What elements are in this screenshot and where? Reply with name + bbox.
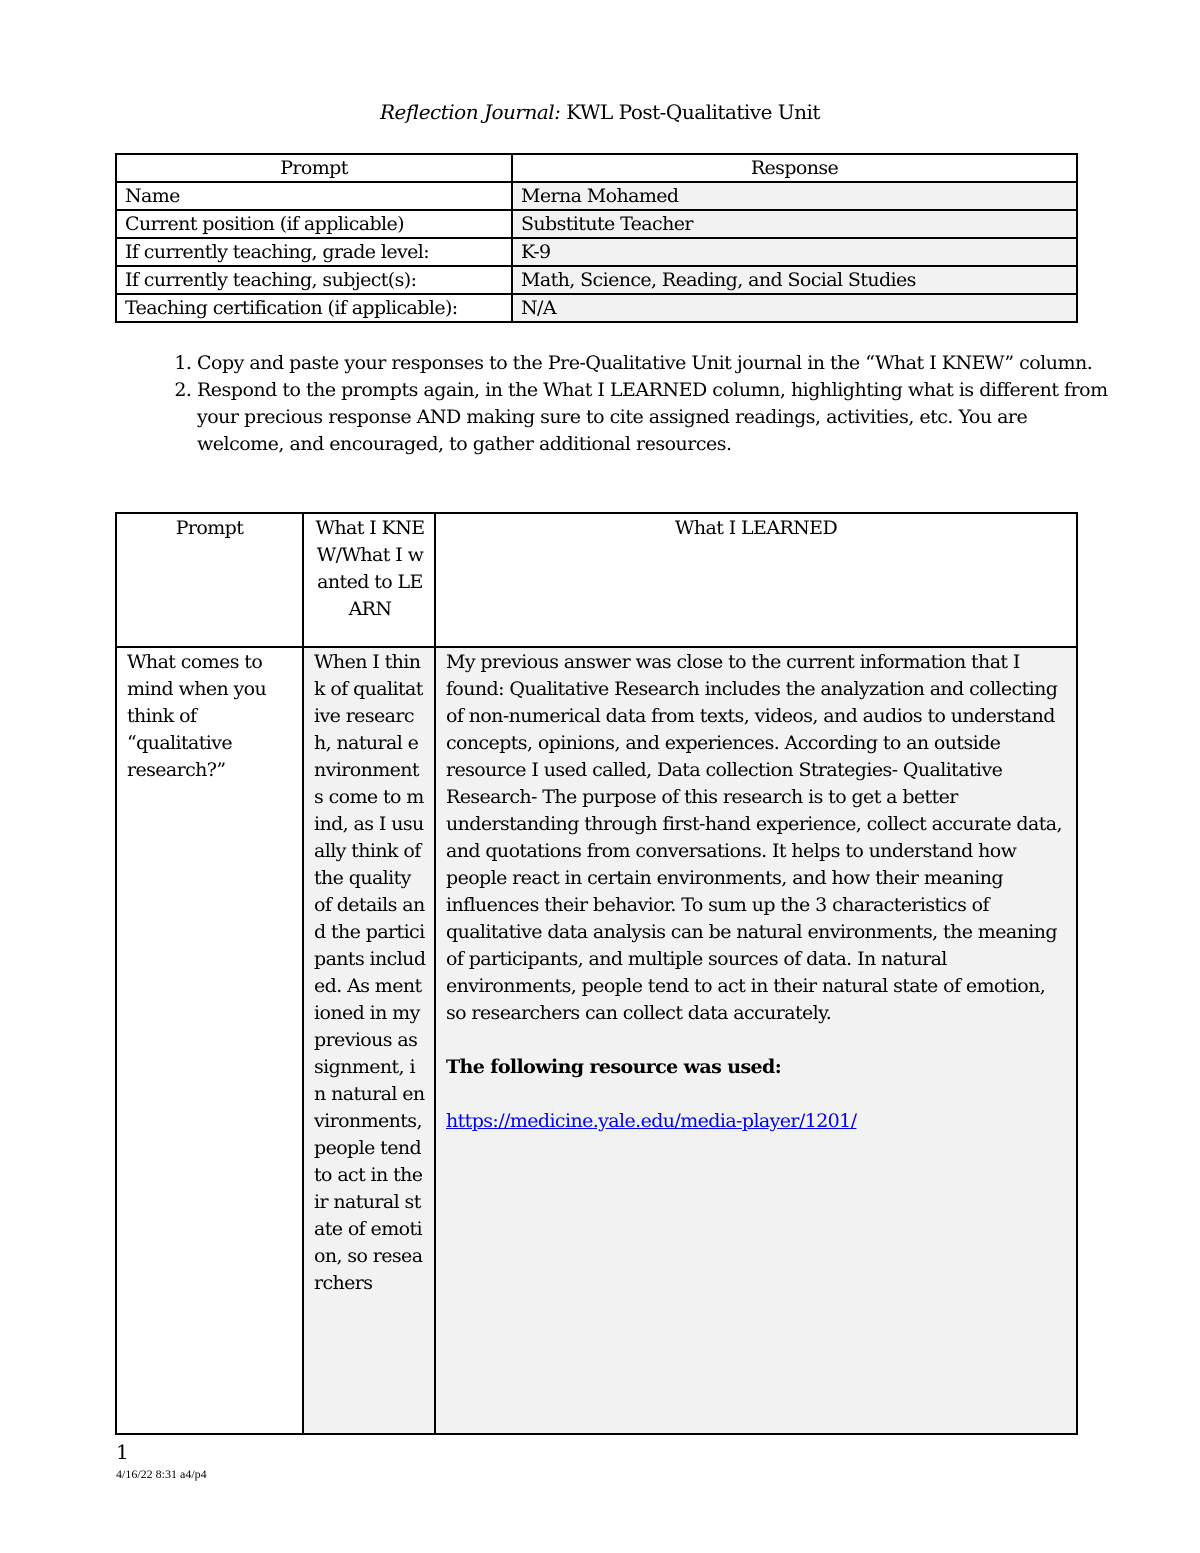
- info-table: [115, 153, 1078, 323]
- kwl-prompt-cell: What comes to mind when you think of “qualitative research?”: [116, 647, 303, 1434]
- page-number: 1: [116, 1440, 129, 1464]
- instruction-item: 1. Copy and paste your responses to the Pre-Qualitative Unit journal in the “What I KNEW” column.: [197, 350, 1117, 377]
- info-prompt: If currently teaching, grade level:: [116, 238, 512, 266]
- kwl-learned-cell[interactable]: [435, 647, 1077, 1434]
- info-response[interactable]: Substitute Teacher: [512, 210, 1077, 238]
- instruction-item: 2. Respond to the prompts again, in the What I LEARNED column, highlighting what is different from your precious response AND making sure to cite assigned readings, activities, etc. You are welcome, and encouraged, to gather additional resources.: [197, 377, 1117, 458]
- title-italic: Reflection Journal:: [380, 100, 561, 124]
- info-header-row: [116, 154, 1077, 182]
- instructions-list: [160, 350, 1117, 458]
- info-row-subjects: [116, 266, 1077, 294]
- info-prompt: If currently teaching, subject(s):: [116, 266, 512, 294]
- info-header-prompt: Prompt: [116, 154, 512, 182]
- info-row-certification: [116, 294, 1077, 322]
- info-response[interactable]: K-9: [512, 238, 1077, 266]
- kwl-table: [115, 512, 1078, 1435]
- footer-stamp: 4/16/22 8:31 a4/p4: [116, 1467, 207, 1481]
- kwl-header-knew: What I KNEW/What I wanted to LEARN: [303, 513, 435, 647]
- info-prompt: Name: [116, 182, 512, 210]
- kwl-header-row: [116, 513, 1077, 647]
- info-row-grade: [116, 238, 1077, 266]
- info-row-position: [116, 210, 1077, 238]
- info-row-name: [116, 182, 1077, 210]
- title-rest: KWL Post-Qualitative Unit: [566, 100, 820, 124]
- info-header-response: Response: [512, 154, 1077, 182]
- info-response[interactable]: N/A: [512, 294, 1077, 322]
- kwl-row: [116, 647, 1077, 1434]
- info-response[interactable]: Math, Science, Reading, and Social Studies: [512, 266, 1077, 294]
- info-prompt: Teaching certification (if applicable):: [116, 294, 512, 322]
- kwl-header-prompt: Prompt: [116, 513, 303, 647]
- kwl-header-learned: What I LEARNED: [435, 513, 1077, 647]
- resource-link[interactable]: https://medicine.yale.edu/media-player/1201/: [446, 1110, 857, 1132]
- info-response[interactable]: Merna Mohamed: [512, 182, 1077, 210]
- page-title: [0, 100, 1200, 124]
- kwl-learned-text: My previous answer was close to the current information that I found: Qualitative Research includes the analyzation and collecting of non-numerical data from texts, videos, and audios to understand concepts, opinions, and experiences. According to an outside resource I used called, Data collection Strategies- Qualitative Research- The purpose of this research is to get a better understanding through first-hand experience, collect accurate data, and quotations from conversations. It helps to understand how people react in certain environments, and how their meaning influences their behavior. To sum up the 3 characteristics of qualitative data analysis can be natural environments, the meaning of participants, and multiple sources of data. In natural environments, people tend to act in their natural state of emotion, so researchers can collect data accurately.: [446, 651, 1062, 1024]
- resource-heading: The following resource was used:: [446, 1056, 782, 1078]
- kwl-knew-cell[interactable]: When I think of qualitative research, natural environments come to mind, as I usually think of the quality of details and the participants included. As mentioned in my previous assignment, in natural environments, people tend to act in their natural state of emotion, so researchers: [303, 647, 435, 1434]
- info-prompt: Current position (if applicable): [116, 210, 512, 238]
